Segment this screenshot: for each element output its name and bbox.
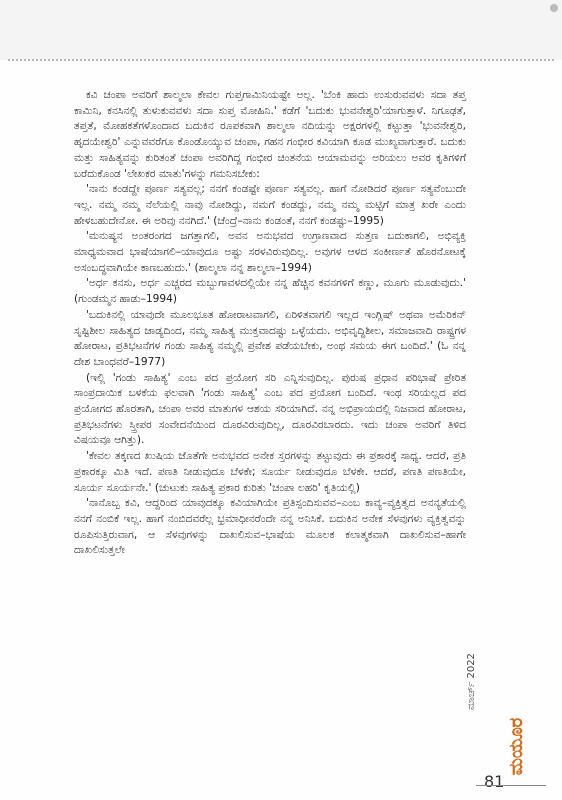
paragraph: ಕವಿ ಚಂಪಾ ಅವರಿಗೆ ಶಾಲ್ಮಲಾ ಕೇವಲ ಗುಪ್ತಗಾಮಿನಿಯಷ್ಟೇ ಅಲ್ಲ. 'ಬೆಂಕಿ ಹಾದು ಉಸುರುವವಳು ಸದಾ ತಪ್ತ ಕಾಮಿನಿ, ಕನಸಿನಲ್ಲಿ ತುಳುಕುವವಳು ಸದಾ ಸುಪ್ತ ಮೋಹಿನಿ.' ಕಡೆಗೆ 'ಬದುಕು ಭುವನೇಶ್ವರಿ'ಯಾಗುತ್ತಾಳೆ. ನಿಗೂಢತೆ, ತಪ್ತತೆ, ಮೋಹಕತೆಗಳೊಂದಾದ ಬದುಕಿನ ರೂಪಕವಾಗಿ ಶಾಲ್ಮಲಾ ನದಿಯನ್ನು ಅಕ್ಷರಗಳಲ್ಲಿ ಕಟ್ಟುತ್ತಾ 'ಭುವನೇಶ್ವರಿ, ಹೃದಯೇಶ್ವರಿ' ಎನ್ನುವವರೆಗೂ ಕೊಂಡೊಯ್ಯುವ ಚಂಪಾ, ಗಹನ ಗಂಭೀರ ಕವಿಯಾಗಿ ಕೂಡ ಮುಖ್ಯವಾಗುತ್ತಾರೆ. ಬದುಕು ಮತ್ತು ಸಾಹಿತ್ಯವನ್ನು ಕುರಿತಂತೆ ಚಂಪಾ ಅವರಿಗಿದ್ದ ಗಂಭೀರ ಚಿಂತನೆಯ ಆಯಾಮವನ್ನು ಅರಿಯಲು ಅವರ ಕೃತಿಗಳಿಗೆ ಬರೆದುಕೊಂಡ 'ಲೇಖಕರ ಮಾತು'ಗಳನ್ನು ಗಮನಿಸಬೇಕು: (74, 89, 466, 180)
paragraph: (ಇಲ್ಲಿ 'ಗಂಡು ಸಾಹಿತ್ಯ' ಎಂಬ ಪದ ಪ್ರಯೋಗ ಸರಿ ಎನ್ನಿಸುವುದಿಲ್ಲ. ಪುರುಷ ಪ್ರಧಾನ ಪರಿಭಾಷೆ ಪ್ರೇರಿತ ಸಾಂಪ್ರದಾಯಿಕ ಬಳಕೆಯ ಫಲವಾಗಿ 'ಗಂಡು ಸಾಹಿತ್ಯ' ಎಂಬ ಪದ ಪ್ರಯೋಗ ಬಂದಿದೆ. ಇಂಥ ಸರಿಯಲ್ಲದ ಪದ ಪ್ರಯೋಗದ ಹೊರತಾಗಿ, ಚಂಪಾ ಅವರ ಮಾತುಗಳ ಆಶಯ ಸರಿಯಾಗಿದೆ. ನನ್ನ ಅಭಿಪ್ರಾಯದಲ್ಲಿ ನಿಜವಾದ ಹೋರಾಟ, ಪ್ರತಿಭಟನೆಗಳು ಸ್ತ್ರೀಪರ ಸಂವೇದನೆಯಿಂದ ದೂರವಿರುವುದಿಲ್ಲ, ದೂರವಿರಬಾರದು. ಇದು ಚಂಪಾ ಅವರಿಗೆ ತಿಳಿದ ವಿಷಯವೂ ಆಗಿತ್ತು). (74, 371, 466, 447)
paragraph: 'ನಾನು ಕಂಡದ್ದೇ ಪೂರ್ಣ ಸತ್ಯವಲ್ಲ; ನನಗೆ ಕಂಡಷ್ಟೇ ಪೂರ್ಣ ಸತ್ಯವಲ್ಲ. ಹಾಗೆ ನೋಡಿದರೆ ಪೂರ್ಣ ಸತ್ಯವೆಂಬುದೇ ಇಲ್ಲ. ನಮ್ಮ ನಮ್ಮ ನೆಲೆಯಲ್ಲಿ ನಾವು ನೋಡಿದ್ದು, ನಮಗೆ ಕಂಡದ್ದು, ನಮ್ಮ ನಮ್ಮ ಮಟ್ಟಿಗೆ ಮಾತ್ರ ಖರೇ ಎಂದು ಹೇಳಬಹುದೇನೋ. ಈ ಅರಿವು ನನಗಿದೆ.' (ಚೆಂದ್ರೆ–ನಾನು ಕಂಡಂತೆ, ನನಗೆ ಕಂಡಷ್ಟು–1995) (74, 183, 466, 227)
side-label (466, 650, 528, 780)
page-number: 81 (484, 772, 505, 791)
paragraph: 'ಬದುಕಿನಲ್ಲಿ ಯಾವುದೇ ಮೂಲಭೂತ ಹೋರಾಟವಾಗಲಿ, ಏರಿಳಿತವಾಗಲಿ ಇಲ್ಲದ ಇಂಗ್ಲಿಷ್ ಅಥವಾ ಅಮೆರಿಕನ್ ಸೃಷ್ಟಿಶೀಲ ಸಾಹಿತ್ಯದ ಜಾಡ್ಯದಿಂದ, ನಮ್ಮ ಸಾಹಿತ್ಯ ಮುಕ್ತವಾದಷ್ಟು ಒಳ್ಳೆಯದು. ಅಭಿವೃದ್ಧಿಶೀಲ, ಸಮಾಜವಾದಿ ರಾಷ್ಟ್ರಗಳ ಹೋರಾಟ, ಪ್ರತಿಭಟನೆಗಳ ಗಂಡು ಸಾಹಿತ್ಯ ನಮ್ಮಲ್ಲಿ ಪ್ರವೇಶ ಪಡೆಯಬೇಕು, ಅಂಥ ಸಮಯ ಈಗ ಬಂದಿದೆ.' (ಓ ನನ್ನ ದೇಶ ಬಾಂಧವರೆ–1977) (74, 308, 466, 368)
magazine-brand: ಮಯೂರ (506, 717, 528, 776)
corner-dot (550, 4, 558, 12)
paragraph: 'ಕೇವಲ ತಕ್ಕಣದ ಖುಷಿಯ ಜೊತೆಗೇ ಅನುಭವದ ಅನೇಕ ಸ್ತರಗಳನ್ನು ತಟ್ಟುವುದು ಈ ಪ್ರಕಾರಕ್ಕೆ ಸಾಧ್ಯ. ಆದರೆ, ಪ್ರತಿ ಪ್ರಕಾರಕ್ಕೂ ಮಿತಿ ಇದೆ. ಪಣತಿ ನೀಡುವುದೂ ಬೆಳಕೇ; ಸೂರ್ಯ ನೀಡುವುದೂ ಬೆಳಕೇ. ಆದರೆ, ಪಣತಿ ಪಣತಿಯೇ, ಸೂರ್ಯ ಸೂರ್ಯನೇ.' (ಚುಟುಕು ಸಾಹಿತ್ಯ ಪ್ರಕಾರ ಕುರಿತು 'ಚಂಪಾ ಲಹರಿ' ಕೃತಿಯಲ್ಲಿ) (74, 450, 466, 494)
header-band (0, 0, 562, 60)
paragraph: 'ಮನುಷ್ಯನ ಅಂತರಂಗದ ಜಗತ್ತಾಗಲಿ, ಅವನ ಅನುಭವದ ಉಗ್ರಾಣವಾದ ಸುತ್ತಣ ಬದುಕಾಗಲಿ, ಅಭಿವ್ಯಕ್ತಿ ಮಾಧ್ಯಮವಾದ ಭಾಷೆಯಾಗಲಿ–ಯಾವುದೂ ಅಷ್ಟು ಸರಳವಿರುವುದಿಲ್ಲ. ಅವುಗಳ ಆಳದ ಸಂಕೀರ್ಣತೆ ಹೊರನೋಟಕ್ಕೆ ಅಸಂಬದ್ಧವಾಗಿಯೇ ಕಾಣಬಹುದು.' (ಶಾಲ್ಮಲಾ ನನ್ನ ಶಾಲ್ಮಲಾ–1994) (74, 230, 466, 274)
dotted-divider (8, 59, 554, 61)
paragraph: 'ಅರ್ಧ ಕನಸು, ಅರ್ಧ ಎಚ್ಚರದ ಮಬ್ಬುಗಾವಳದಲ್ಲಿಯೇ ನನ್ನ ಹೆಚ್ಚಿನ ಕವನಗಳಿಗೆ ಕಣ್ಣು, ಮೂಗು ಮೂಡುವುದು.' (ಗುಂಡಮ್ಮನ ಹಾಡು–1994) (74, 277, 466, 306)
footer-rule (476, 785, 546, 786)
issue-month: ಮಾರ್ಚ್ 2022 (466, 653, 477, 710)
article-body (74, 88, 466, 559)
paragraph: 'ನಾನೊಬ್ಬ ಕವಿ, ಆದ್ದರಿಂದ ಯಾವುದಕ್ಕೂ ಕವಿಯಾಗಿಯೇ ಪ್ರತಿಸ್ಪಂದಿಸುವವ–ಎಂಬ ಕಾವ್ಯ–ವ್ಯಕ್ತಿತ್ವದ ಅನನ್ಯತೆಯಲ್ಲಿ ನನಗೆ ನಂಬಿಕೆ ಇಲ್ಲ. ಹಾಗೆ ನಂಬಿದವರೆಲ್ಲ ಭ್ರಮಾಧೀನರೆಂದೇ ನನ್ನ ಅನಿಸಿಕೆ. ಬದುಕಿನ ಅನೇಕ ಸೆಳವುಗಳು ವ್ಯಕ್ತಿತ್ವವನ್ನು ರೂಪಿಸುತ್ತಿರುವಾಗ, ಆ ಸೆಳವುಗಳನ್ನು ದಾಖಲಿಸುವ–ಭಾಷೆಯ ಮೂಲಕ ಕಲಾತ್ಮಕವಾಗಿ ದಾಖಲಿಸುವ–ಹಾಗೇ ದಾಖಲಿಸುತ್ತಲೇ (74, 497, 466, 557)
